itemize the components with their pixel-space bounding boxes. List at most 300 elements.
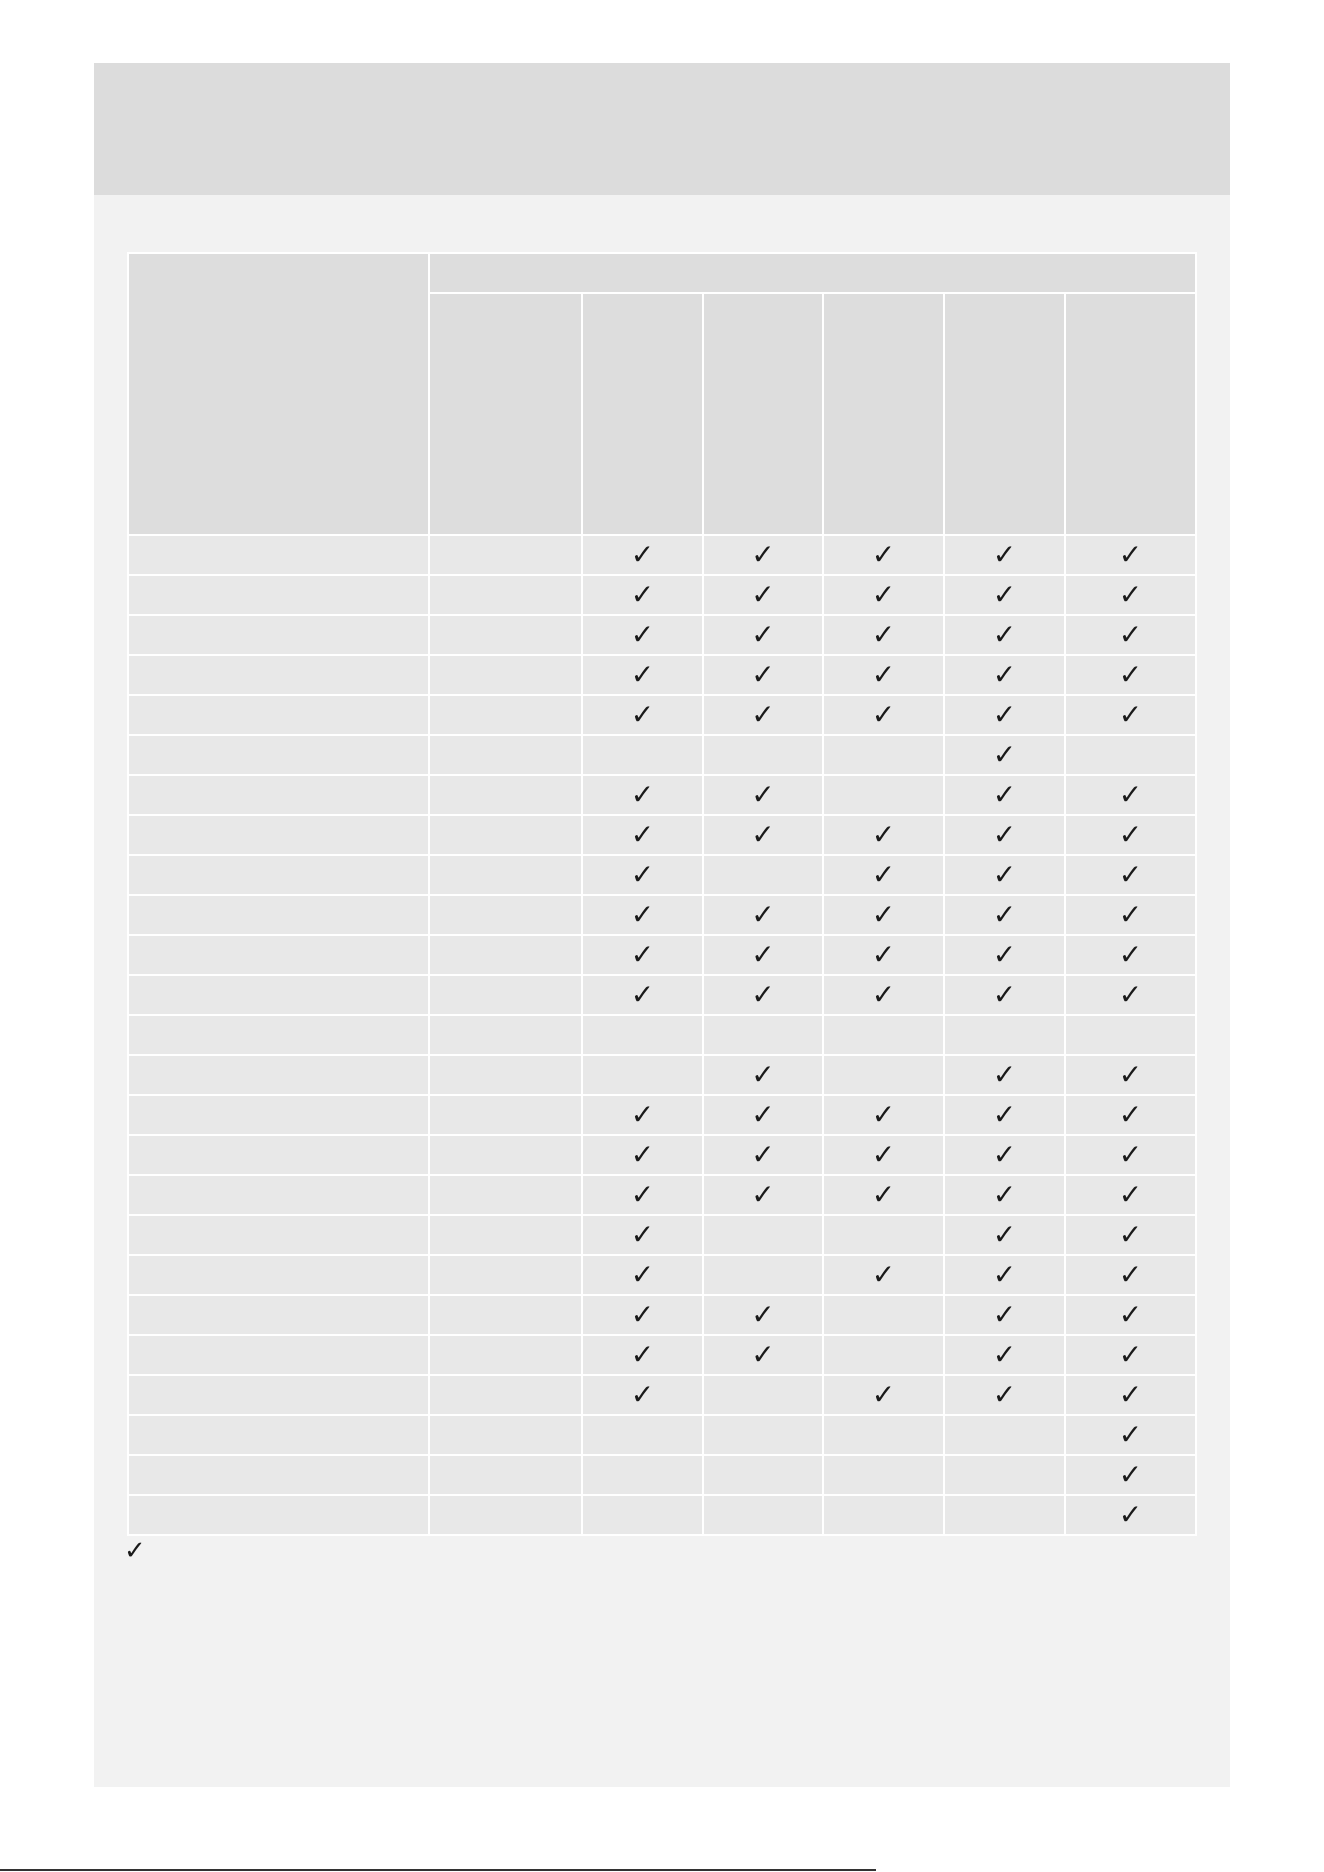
- check-mark-icon: ✓: [992, 1338, 1017, 1371]
- check-mark-icon: ✓: [871, 698, 896, 731]
- check-cell: [823, 655, 944, 695]
- check-mark-icon: ✓: [630, 978, 655, 1011]
- check-cell: [823, 775, 944, 815]
- check-cell: [944, 1255, 1065, 1295]
- check-cell: [703, 1375, 823, 1415]
- row-label: [128, 1255, 429, 1295]
- check-cell: [582, 535, 703, 575]
- table-row: [128, 855, 1196, 895]
- check-mark-icon: ✓: [1118, 1178, 1143, 1211]
- check-cell: [703, 1215, 823, 1255]
- row-label: [128, 1495, 429, 1535]
- row-info: [429, 1455, 582, 1495]
- check-mark-icon: ✓: [871, 938, 896, 971]
- check-cell: [823, 1415, 944, 1455]
- check-mark-icon: ✓: [1118, 978, 1143, 1011]
- check-mark-icon: ✓: [992, 778, 1017, 811]
- check-cell: [823, 895, 944, 935]
- check-mark-icon: ✓: [1118, 1498, 1143, 1531]
- check-mark-icon: ✓: [630, 658, 655, 691]
- row-label: [128, 1415, 429, 1455]
- check-mark-icon: ✓: [992, 538, 1017, 571]
- table-row: [128, 695, 1196, 735]
- check-mark-icon: ✓: [992, 858, 1017, 891]
- check-cell: [944, 1055, 1065, 1095]
- table-row: [128, 1495, 1196, 1535]
- check-mark-icon: ✓: [1118, 938, 1143, 971]
- check-cell: [944, 535, 1065, 575]
- check-cell: [944, 655, 1065, 695]
- check-cell: [582, 1415, 703, 1455]
- check-cell: [944, 1015, 1065, 1055]
- table-row: [128, 935, 1196, 975]
- check-mark-icon: ✓: [992, 898, 1017, 931]
- check-mark-icon: ✓: [992, 578, 1017, 611]
- check-mark-icon: ✓: [751, 978, 775, 1011]
- check-mark-icon: ✓: [1118, 1138, 1143, 1171]
- check-mark-icon: ✓: [630, 858, 655, 891]
- check-mark-icon: ✓: [751, 578, 775, 611]
- check-cell: [944, 1295, 1065, 1335]
- row-label: [128, 1335, 429, 1375]
- row-info: [429, 535, 582, 575]
- check-cell: [823, 1215, 944, 1255]
- check-mark-icon: ✓: [1118, 1098, 1143, 1131]
- row-info: [429, 975, 582, 1015]
- check-cell: [823, 815, 944, 855]
- check-cell: [582, 1135, 703, 1175]
- check-cell: [582, 1495, 703, 1535]
- check-mark-icon: ✓: [751, 1058, 775, 1091]
- table-row: [128, 1095, 1196, 1135]
- check-cell: [823, 1015, 944, 1055]
- check-cell: [582, 1215, 703, 1255]
- check-cell: [944, 1095, 1065, 1135]
- row-info: [429, 695, 582, 735]
- check-cell: [1065, 1135, 1196, 1175]
- check-mark-icon: ✓: [630, 618, 655, 651]
- check-mark-icon: ✓: [992, 1378, 1017, 1411]
- row-info: [429, 1175, 582, 1215]
- column-header: [944, 293, 1065, 535]
- check-cell: [703, 735, 823, 775]
- check-cell: [944, 735, 1065, 775]
- check-cell: [944, 1335, 1065, 1375]
- check-mark-icon: ✓: [630, 1258, 655, 1291]
- check-cell: [944, 1495, 1065, 1535]
- table-row: [128, 535, 1196, 575]
- check-cell: [823, 1495, 944, 1535]
- check-cell: [823, 1295, 944, 1335]
- row-info: [429, 575, 582, 615]
- check-mark-icon: ✓: [751, 698, 775, 731]
- row-info: [429, 655, 582, 695]
- check-mark-icon: ✓: [992, 698, 1017, 731]
- row-info: [429, 1495, 582, 1535]
- check-mark-icon: ✓: [1118, 778, 1143, 811]
- table-row: [128, 1175, 1196, 1215]
- check-cell: [944, 1455, 1065, 1495]
- check-cell: [823, 535, 944, 575]
- check-mark-icon: ✓: [1118, 698, 1143, 731]
- check-cell: [582, 1015, 703, 1055]
- row-info: [429, 1015, 582, 1055]
- check-mark-icon: ✓: [992, 1138, 1017, 1171]
- check-mark-icon: ✓: [1118, 1338, 1143, 1371]
- row-info: [429, 735, 582, 775]
- check-cell: [823, 1335, 944, 1375]
- group-header: [429, 253, 1196, 293]
- check-cell: [703, 975, 823, 1015]
- row-label: [128, 895, 429, 935]
- check-cell: [944, 935, 1065, 975]
- check-cell: [1065, 775, 1196, 815]
- check-mark-icon: ✓: [871, 538, 896, 571]
- column-header: [823, 293, 944, 535]
- check-mark-icon: ✓: [871, 1098, 896, 1131]
- check-cell: [823, 575, 944, 615]
- check-cell: [703, 1295, 823, 1335]
- check-mark-icon: ✓: [630, 818, 655, 851]
- row-info: [429, 1095, 582, 1135]
- check-cell: [1065, 695, 1196, 735]
- check-cell: [582, 735, 703, 775]
- check-mark-icon: ✓: [992, 1098, 1017, 1131]
- column-header: [703, 293, 823, 535]
- check-cell: [703, 615, 823, 655]
- row-label: [128, 575, 429, 615]
- check-cell: [582, 1455, 703, 1495]
- check-mark-icon: ✓: [992, 1058, 1017, 1091]
- check-mark-icon: ✓: [751, 618, 775, 651]
- check-mark-icon: ✓: [1118, 618, 1143, 651]
- row-label: [128, 935, 429, 975]
- check-cell: [582, 1095, 703, 1135]
- check-cell: [703, 855, 823, 895]
- check-cell: [582, 1255, 703, 1295]
- check-mark-icon: ✓: [751, 1338, 775, 1371]
- info-column-header: [429, 293, 582, 535]
- check-mark-icon: ✓: [992, 938, 1017, 971]
- check-cell: [1065, 935, 1196, 975]
- check-cell: [823, 1455, 944, 1495]
- check-cell: [703, 1095, 823, 1135]
- check-mark-icon: ✓: [992, 738, 1017, 771]
- row-info: [429, 1415, 582, 1455]
- check-cell: [582, 1175, 703, 1215]
- check-mark-icon: ✓: [751, 938, 775, 971]
- check-cell: [823, 935, 944, 975]
- check-mark-icon: ✓: [992, 978, 1017, 1011]
- table-body: [128, 535, 1196, 1535]
- check-cell: [1065, 615, 1196, 655]
- row-label: [128, 1055, 429, 1095]
- check-cell: [703, 775, 823, 815]
- check-cell: [582, 935, 703, 975]
- check-mark-icon: ✓: [630, 1098, 655, 1131]
- row-label: [128, 735, 429, 775]
- check-cell: [582, 775, 703, 815]
- table-row: [128, 1415, 1196, 1455]
- table-row: [128, 615, 1196, 655]
- check-mark-icon: ✓: [630, 1218, 655, 1251]
- check-mark-icon: ✓: [1118, 1418, 1143, 1451]
- check-mark-icon: ✓: [1118, 1378, 1143, 1411]
- column-header: [582, 293, 703, 535]
- check-mark-icon: ✓: [871, 658, 896, 691]
- check-cell: [944, 975, 1065, 1015]
- check-cell: [1065, 1415, 1196, 1455]
- row-info: [429, 815, 582, 855]
- check-mark-icon: ✓: [1118, 1218, 1143, 1251]
- check-mark-icon: ✓: [871, 818, 896, 851]
- row-label: [128, 615, 429, 655]
- check-cell: [1065, 1335, 1196, 1375]
- row-info: [429, 855, 582, 895]
- check-mark-icon: ✓: [1118, 1298, 1143, 1331]
- check-mark-icon: ✓: [1118, 1058, 1143, 1091]
- corner-header: [128, 253, 429, 535]
- check-cell: [1065, 575, 1196, 615]
- row-label: [128, 655, 429, 695]
- check-cell: [703, 1015, 823, 1055]
- row-info: [429, 935, 582, 975]
- check-cell: [703, 1255, 823, 1295]
- check-cell: [944, 855, 1065, 895]
- row-info: [429, 615, 582, 655]
- check-cell: [823, 975, 944, 1015]
- check-cell: [1065, 1095, 1196, 1135]
- table-row: [128, 1455, 1196, 1495]
- check-mark-icon: ✓: [871, 1138, 896, 1171]
- check-cell: [1065, 815, 1196, 855]
- check-cell: [703, 1415, 823, 1455]
- footer-rule: [0, 1869, 876, 1871]
- check-cell: [1065, 655, 1196, 695]
- check-mark-icon: ✓: [630, 898, 655, 931]
- check-mark-icon: ✓: [630, 698, 655, 731]
- check-mark-icon: ✓: [751, 1298, 775, 1331]
- check-cell: [703, 695, 823, 735]
- row-label: [128, 1095, 429, 1135]
- check-cell: [703, 535, 823, 575]
- check-cell: [703, 935, 823, 975]
- check-mark-icon: ✓: [992, 1298, 1017, 1331]
- row-label: [128, 775, 429, 815]
- check-mark-icon: ✓: [630, 938, 655, 971]
- check-cell: [703, 655, 823, 695]
- check-cell: [1065, 1015, 1196, 1055]
- header-row-group: [128, 253, 1196, 293]
- check-cell: [582, 855, 703, 895]
- row-label: [128, 1455, 429, 1495]
- feature-matrix-table: [127, 252, 1197, 1536]
- row-info: [429, 1295, 582, 1335]
- check-mark-icon: ✓: [1118, 818, 1143, 851]
- check-cell: [582, 615, 703, 655]
- row-label: [128, 1215, 429, 1255]
- check-cell: [582, 1295, 703, 1335]
- row-info: [429, 1135, 582, 1175]
- check-cell: [1065, 1375, 1196, 1415]
- table-row: [128, 1215, 1196, 1255]
- check-cell: [1065, 895, 1196, 935]
- table-row: [128, 895, 1196, 935]
- check-cell: [1065, 975, 1196, 1015]
- legend: [124, 1538, 156, 1564]
- check-mark-icon: ✓: [751, 1178, 775, 1211]
- check-cell: [944, 1415, 1065, 1455]
- column-header: [1065, 293, 1196, 535]
- table-row: [128, 575, 1196, 615]
- check-cell: [1065, 1495, 1196, 1535]
- check-mark-icon: ✓: [871, 1178, 896, 1211]
- check-mark-icon: ✓: [1118, 578, 1143, 611]
- row-label: [128, 1015, 429, 1055]
- table-row: [128, 1055, 1196, 1095]
- check-mark-icon: ✓: [751, 658, 775, 691]
- check-cell: [944, 775, 1065, 815]
- check-cell: [944, 615, 1065, 655]
- check-mark-icon: ✓: [630, 1298, 655, 1331]
- check-mark-icon: ✓: [630, 1138, 655, 1171]
- check-mark-icon: ✓: [871, 578, 896, 611]
- row-info: [429, 1255, 582, 1295]
- check-mark-icon: ✓: [992, 1218, 1017, 1251]
- check-cell: [1065, 1455, 1196, 1495]
- row-info: [429, 1375, 582, 1415]
- check-cell: [703, 815, 823, 855]
- check-mark-icon: ✓: [992, 1258, 1017, 1291]
- check-cell: [1065, 1255, 1196, 1295]
- check-mark-icon: ✓: [630, 778, 655, 811]
- row-label: [128, 1295, 429, 1335]
- check-mark-icon: ✓: [630, 1338, 655, 1371]
- table-row: [128, 735, 1196, 775]
- check-mark-icon: ✓: [871, 858, 896, 891]
- check-mark-icon: ✓: [1118, 1258, 1143, 1291]
- check-mark-icon: ✓: [751, 898, 775, 931]
- row-label: [128, 1375, 429, 1415]
- check-cell: [1065, 735, 1196, 775]
- row-info: [429, 895, 582, 935]
- check-mark-icon: ✓: [630, 1378, 655, 1411]
- check-cell: [582, 655, 703, 695]
- check-cell: [703, 1455, 823, 1495]
- check-cell: [582, 575, 703, 615]
- check-cell: [582, 1055, 703, 1095]
- table-row: [128, 1255, 1196, 1295]
- check-cell: [1065, 1295, 1196, 1335]
- check-cell: [823, 615, 944, 655]
- row-label: [128, 1135, 429, 1175]
- check-mark-icon: ✓: [1118, 858, 1143, 891]
- check-cell: [703, 1055, 823, 1095]
- table-row: [128, 1375, 1196, 1415]
- check-mark-icon: ✓: [871, 978, 896, 1011]
- check-cell: [944, 1175, 1065, 1215]
- check-cell: [582, 1335, 703, 1375]
- check-cell: [703, 1495, 823, 1535]
- check-mark-icon: ✓: [751, 778, 775, 811]
- check-cell: [823, 1175, 944, 1215]
- check-cell: [823, 735, 944, 775]
- check-mark-icon: ✓: [1118, 898, 1143, 931]
- check-cell: [944, 1215, 1065, 1255]
- check-cell: [944, 695, 1065, 735]
- check-cell: [1065, 855, 1196, 895]
- check-cell: [1065, 1215, 1196, 1255]
- check-mark-icon: ✓: [751, 1098, 775, 1131]
- table-row: [128, 1015, 1196, 1055]
- check-cell: [582, 975, 703, 1015]
- check-cell: [582, 1375, 703, 1415]
- check-mark-icon: ✓: [1118, 1458, 1143, 1491]
- check-mark-icon: ✓: [871, 1258, 896, 1291]
- table-row: [128, 655, 1196, 695]
- check-cell: [1065, 1175, 1196, 1215]
- check-cell: [823, 1055, 944, 1095]
- header-band: [94, 63, 1230, 195]
- check-mark-icon: ✓: [992, 618, 1017, 651]
- check-mark-icon: ✓: [630, 578, 655, 611]
- table-row: [128, 815, 1196, 855]
- check-mark-icon: ✓: [992, 818, 1017, 851]
- check-mark-icon: ✓: [1118, 538, 1143, 571]
- table-row: [128, 1295, 1196, 1335]
- check-mark-icon: ✓: [751, 818, 775, 851]
- check-mark-icon: ✓: [751, 538, 775, 571]
- check-cell: [944, 1135, 1065, 1175]
- row-label: [128, 815, 429, 855]
- check-cell: [944, 815, 1065, 855]
- check-cell: [703, 575, 823, 615]
- check-mark-icon: ✓: [992, 1178, 1017, 1211]
- check-cell: [944, 895, 1065, 935]
- row-info: [429, 1335, 582, 1375]
- check-mark-icon: ✓: [630, 538, 655, 571]
- check-cell: [1065, 535, 1196, 575]
- check-cell: [823, 1135, 944, 1175]
- check-cell: [703, 895, 823, 935]
- check-cell: [823, 855, 944, 895]
- check-cell: [1065, 1055, 1196, 1095]
- check-mark-icon: ✓: [992, 658, 1017, 691]
- row-info: [429, 775, 582, 815]
- row-label: [128, 855, 429, 895]
- check-mark-icon: ✓: [751, 1138, 775, 1171]
- check-cell: [582, 815, 703, 855]
- check-mark-icon: ✓: [630, 1178, 655, 1211]
- check-cell: [703, 1135, 823, 1175]
- table-row: [128, 775, 1196, 815]
- row-info: [429, 1215, 582, 1255]
- check-cell: [823, 1255, 944, 1295]
- row-label: [128, 975, 429, 1015]
- check-cell: [582, 695, 703, 735]
- check-cell: [582, 895, 703, 935]
- table-row: [128, 1135, 1196, 1175]
- check-cell: [823, 1095, 944, 1135]
- row-label: [128, 535, 429, 575]
- check-cell: [823, 695, 944, 735]
- row-info: [429, 1055, 582, 1095]
- check-mark-icon: ✓: [871, 898, 896, 931]
- check-mark-icon: ✓: [871, 618, 896, 651]
- row-label: [128, 695, 429, 735]
- table-row: [128, 1335, 1196, 1375]
- row-label: [128, 1175, 429, 1215]
